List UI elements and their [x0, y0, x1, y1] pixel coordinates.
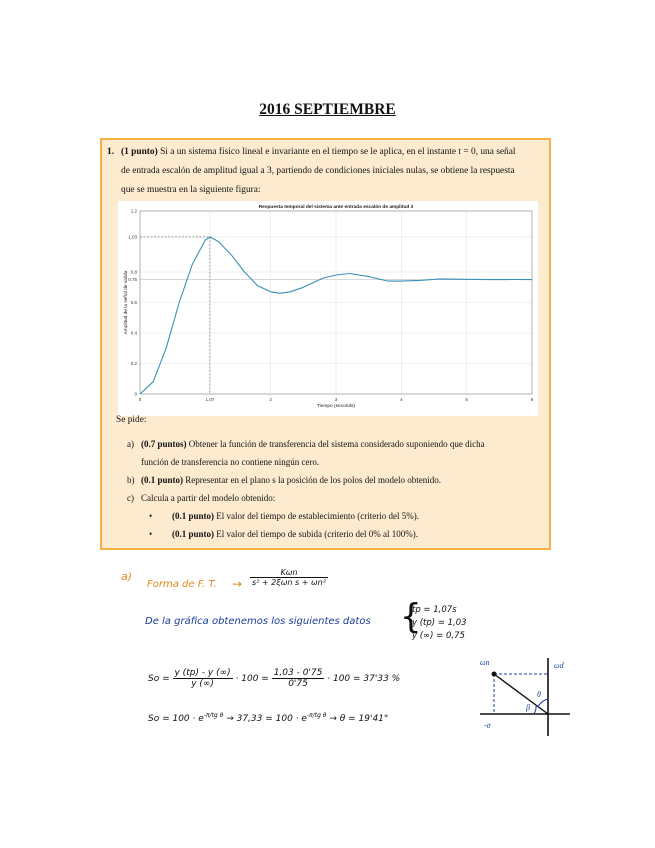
- transfer-function: [250, 568, 328, 587]
- sigma-label: -σ: [484, 721, 491, 730]
- problem-number: 1.: [107, 147, 115, 157]
- exp-eq-right: → θ = 19'41°: [329, 714, 389, 724]
- statement-line-3: que se muestra en la siguiente figura:: [121, 185, 261, 195]
- bullet-dot: •: [149, 511, 153, 521]
- exp-eq-left: So = 100 · e: [148, 714, 204, 724]
- x-tick-label: 0: [138, 397, 142, 402]
- task-a-label: a): [127, 439, 134, 449]
- problem-points: (1 punto): [121, 147, 158, 157]
- beta-arc: [534, 705, 536, 714]
- tf-denominator: s² + 2ξωn s + ωn²: [252, 578, 326, 587]
- beta-label: β: [526, 703, 530, 712]
- bullet-2-text: El valor del tiempo de subida (criterio del 0% al 100%).: [216, 529, 418, 539]
- arrow-icon: →: [232, 577, 243, 591]
- x-tick-label: 3: [334, 397, 338, 402]
- y-tick-label: 0.4: [130, 330, 137, 336]
- pole-diagram: [470, 652, 590, 742]
- x-tick-label: 1.07: [205, 397, 215, 402]
- statement-line-2: de entrada escalón de amplitud igual a 3, partiendo de condiciones iniciales nulas, se obtiene la respuesta: [121, 166, 515, 176]
- exp-power-1: -π/tg θ: [203, 712, 224, 719]
- so-frac-den: y (∞): [191, 679, 214, 689]
- so-result: · 100 = 37'33 %: [327, 674, 401, 684]
- exp-eq-mid: → 37,33 = 100 · e: [226, 714, 307, 724]
- y-tick-label: 0: [134, 391, 137, 397]
- statement-line-1: Si a un sistema físico lineal e invariante en el tiempo se le aplica, en el instante t = 0, una señal: [160, 147, 516, 157]
- x-axis-label: Tiempo (seconds): [316, 404, 356, 409]
- y-tick-label: 0.6: [130, 300, 137, 305]
- forma-ft-label: Forma de F. T.: [147, 579, 217, 590]
- data-yinf: y (∞) = 0,75: [412, 631, 465, 641]
- problem-box: [100, 138, 551, 550]
- task-b-text: Representar en el plano s la posición de los polos del modelo obtenido.: [185, 475, 441, 485]
- task-b: [127, 471, 547, 489]
- y-tick-label: 1.03: [128, 234, 137, 240]
- task-a-text-2: función de transferencia no contiene ningún cero.: [141, 457, 320, 467]
- x-tick-label: 5: [465, 397, 468, 402]
- so-frac-num: y (tp) - y (∞): [174, 668, 231, 678]
- so-den-vals: 0'75: [288, 679, 308, 689]
- x-tick-label: 2: [269, 397, 272, 402]
- task-c: [127, 489, 547, 507]
- step-response-chart: [118, 201, 538, 416]
- task-c-text: Calcula a partir del modelo obtenido:: [141, 493, 276, 503]
- theta-label: θ: [537, 690, 541, 699]
- bullet-1-text: El valor del tiempo de establecimiento (criterio del 5%).: [216, 511, 419, 521]
- bullet-2-points: (0.1 punto): [172, 529, 215, 539]
- x-tick-label: 6: [530, 397, 534, 402]
- chart-svg: [118, 201, 538, 416]
- task-b-points: (0.1 punto): [141, 475, 184, 485]
- problem-statement: [107, 143, 540, 200]
- task-a-points: (0.7 puntos): [141, 439, 187, 449]
- so-times100: · 100 =: [235, 674, 269, 684]
- task-c-label: c): [127, 493, 134, 503]
- task-c-bullet-1: [127, 507, 547, 525]
- y-tick-label: 0.8: [130, 269, 137, 275]
- graph-data-list: [412, 604, 467, 643]
- brace-icon: {: [400, 597, 422, 637]
- y-tick-label: 1.2: [130, 208, 137, 214]
- se-pide-label: Se pide:: [116, 415, 147, 425]
- task-b-label: b): [127, 475, 135, 485]
- task-c-bullet-2: [127, 525, 547, 543]
- wd-label: ωd: [554, 661, 564, 670]
- y-axis-label: Amplitud de la señal de salida: [124, 270, 129, 335]
- grafica-text: De la gráfica obtenemos los siguientes datos: [145, 616, 371, 627]
- exponential-equation: [148, 712, 388, 724]
- y-tick-label: 0.2: [130, 361, 137, 366]
- wn-label: ωn: [480, 658, 490, 667]
- pole-marker: [492, 672, 497, 677]
- task-a: [127, 435, 547, 471]
- data-ytp: y (tp) = 1,03: [412, 618, 467, 628]
- page-title: 2016 SEPTIEMBRE: [259, 101, 396, 118]
- data-tp: tp = 1,07s: [412, 605, 457, 615]
- theta-arc: [538, 699, 548, 707]
- task-a-text: Obtener la función de transferencia del sistema considerado suponiendo que dicha: [188, 439, 485, 449]
- x-tick-label: 4: [400, 397, 403, 402]
- so-num-vals: 1,03 - 0'75: [273, 668, 323, 678]
- y-tick-label: 0.75: [128, 277, 137, 283]
- overshoot-equation: [148, 668, 400, 689]
- bullet-1-points: (0.1 punto): [172, 511, 215, 521]
- exp-power-2: -π/tg θ: [306, 712, 327, 719]
- task-list: [127, 435, 547, 543]
- so-label: So =: [148, 674, 170, 684]
- chart-title: Respuesta temporal del sistema ante entrada escalón de amplitud 3: [258, 205, 414, 210]
- tf-numerator: Kωn: [250, 568, 328, 578]
- bullet-dot: •: [149, 529, 153, 539]
- solution-a-label: a): [121, 570, 133, 583]
